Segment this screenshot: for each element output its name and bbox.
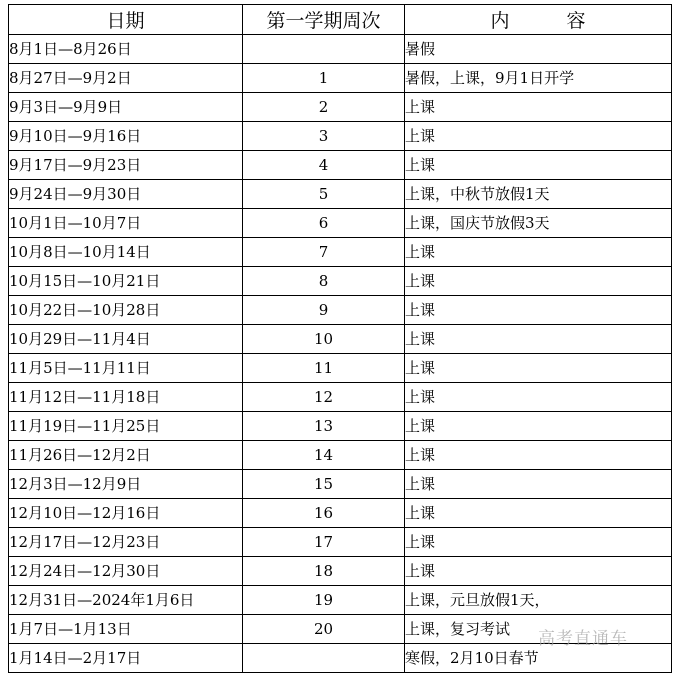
date-cell: 10月15日—10月21日 <box>9 267 243 296</box>
table-row <box>9 528 672 557</box>
table-row <box>9 354 672 383</box>
week-cell: 19 <box>243 586 405 615</box>
header-date: 日期 <box>9 5 243 35</box>
date-cell: 10月22日—10月28日 <box>9 296 243 325</box>
date-cell: 11月5日—11月11日 <box>9 354 243 383</box>
header-week: 第一学期周次 <box>243 5 405 35</box>
date-cell: 12月17日—12月23日 <box>9 528 243 557</box>
table-row <box>9 238 672 267</box>
content-cell: 暑假，上课，9月1日开学 <box>405 64 672 93</box>
week-cell: 3 <box>243 122 405 151</box>
content-cell: 上课 <box>405 267 672 296</box>
content-cell: 上课 <box>405 325 672 354</box>
week-cell: 1 <box>243 64 405 93</box>
week-cell: 14 <box>243 441 405 470</box>
table-row <box>9 151 672 180</box>
table-row <box>9 412 672 441</box>
date-cell: 1月14日—2月17日 <box>9 644 243 673</box>
week-cell: 7 <box>243 238 405 267</box>
week-cell: 17 <box>243 528 405 557</box>
table-row <box>9 35 672 64</box>
date-cell: 9月10日—9月16日 <box>9 122 243 151</box>
date-cell: 9月3日—9月9日 <box>9 93 243 122</box>
week-cell: 9 <box>243 296 405 325</box>
table-row <box>9 122 672 151</box>
table-row <box>9 180 672 209</box>
table-row <box>9 64 672 93</box>
date-cell: 10月8日—10月14日 <box>9 238 243 267</box>
date-cell: 12月31日—2024年1月6日 <box>9 586 243 615</box>
date-cell: 12月24日—12月30日 <box>9 557 243 586</box>
header-row <box>9 5 672 35</box>
table-row <box>9 586 672 615</box>
date-cell: 12月10日—12月16日 <box>9 499 243 528</box>
table-row <box>9 383 672 412</box>
week-cell: 18 <box>243 557 405 586</box>
header-content: 内 容 <box>405 5 672 35</box>
date-cell: 1月7日—1月13日 <box>9 615 243 644</box>
date-cell: 8月27日—9月2日 <box>9 64 243 93</box>
date-cell: 12月3日—12月9日 <box>9 470 243 499</box>
content-cell: 上课，复习考试 <box>405 615 672 644</box>
content-cell: 上课，元旦放假1天， <box>405 586 672 615</box>
date-cell: 10月29日—11月4日 <box>9 325 243 354</box>
date-cell: 8月1日—8月26日 <box>9 35 243 64</box>
semester-schedule-table <box>8 4 672 673</box>
content-cell: 上课 <box>405 441 672 470</box>
content-cell: 上课 <box>405 93 672 122</box>
week-cell: 15 <box>243 470 405 499</box>
table-row <box>9 209 672 238</box>
content-cell: 上课 <box>405 499 672 528</box>
content-cell: 上课 <box>405 122 672 151</box>
date-cell: 11月26日—12月2日 <box>9 441 243 470</box>
week-cell <box>243 35 405 64</box>
content-cell: 上课 <box>405 557 672 586</box>
date-cell: 9月17日—9月23日 <box>9 151 243 180</box>
table-row <box>9 296 672 325</box>
content-cell: 上课 <box>405 383 672 412</box>
content-cell: 上课 <box>405 412 672 441</box>
content-cell: 寒假，2月10日春节 <box>405 644 672 673</box>
table-row <box>9 470 672 499</box>
table-row <box>9 499 672 528</box>
week-cell: 4 <box>243 151 405 180</box>
week-cell: 12 <box>243 383 405 412</box>
content-cell: 上课，国庆节放假3天 <box>405 209 672 238</box>
content-cell: 上课 <box>405 528 672 557</box>
watermark: 高考直通车 <box>538 629 628 649</box>
date-cell: 11月12日—11月18日 <box>9 383 243 412</box>
content-cell: 上课 <box>405 470 672 499</box>
week-cell: 8 <box>243 267 405 296</box>
content-cell: 上课 <box>405 354 672 383</box>
week-cell: 11 <box>243 354 405 383</box>
table-row <box>9 325 672 354</box>
content-cell: 上课 <box>405 151 672 180</box>
content-cell: 上课 <box>405 296 672 325</box>
week-cell <box>243 644 405 673</box>
week-cell: 6 <box>243 209 405 238</box>
table-row <box>9 267 672 296</box>
date-cell: 10月1日—10月7日 <box>9 209 243 238</box>
week-cell: 13 <box>243 412 405 441</box>
week-cell: 16 <box>243 499 405 528</box>
content-cell: 上课，中秋节放假1天 <box>405 180 672 209</box>
content-cell: 暑假 <box>405 35 672 64</box>
week-cell: 20 <box>243 615 405 644</box>
table-row <box>9 557 672 586</box>
date-cell: 9月24日—9月30日 <box>9 180 243 209</box>
week-cell: 10 <box>243 325 405 354</box>
content-cell: 上课 <box>405 238 672 267</box>
table-row <box>9 441 672 470</box>
week-cell: 2 <box>243 93 405 122</box>
date-cell: 11月19日—11月25日 <box>9 412 243 441</box>
table-row <box>9 93 672 122</box>
week-cell: 5 <box>243 180 405 209</box>
